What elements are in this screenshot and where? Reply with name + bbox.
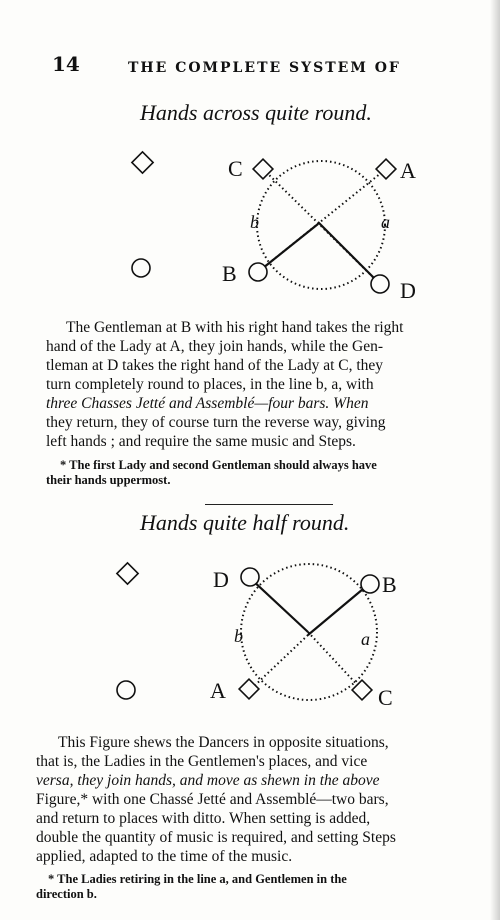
label-line-b: b (234, 626, 243, 646)
paragraph-2 (36, 733, 472, 866)
line-c-d-solid (318, 222, 379, 283)
label-line-b: b (250, 212, 259, 232)
label-line-a: a (361, 629, 370, 649)
paragraph-1-line: left hands ; and require the same music and Steps. (46, 433, 356, 450)
section-divider (205, 504, 333, 505)
label-line-a: a (381, 212, 390, 232)
footnote-2 (36, 872, 472, 902)
figure1-title: Hands across quite round. (140, 100, 372, 125)
label-a: A (400, 158, 416, 183)
dancer-c-diamond (352, 680, 372, 700)
line-b-a-solid (308, 584, 369, 635)
figure2-title: Hands quite half round. (140, 510, 350, 535)
figure2-diagram (117, 563, 397, 710)
dancer-d-circle (241, 568, 259, 586)
paragraph-1-line: The Gentleman at B with his right hand takes the right (66, 319, 404, 336)
paragraph-1-line: three Chasses Jetté and Assemblé—four bars. When (46, 395, 369, 412)
paragraph-1-line: hand of the Lady at A, they join hands, while the Gen- (46, 338, 384, 355)
footnote-1 (46, 458, 478, 488)
paragraph-2-line: Figure,* with one Chassé Jetté and Assemblé—two bars, (36, 791, 389, 808)
label-b: B (382, 572, 397, 597)
line-d-c-dotted (308, 632, 362, 690)
paragraph-2-line: and return to places with ditto. When setting is added, (36, 810, 371, 827)
line-b-a-dotted (250, 635, 308, 690)
dancer-a-diamond (239, 679, 259, 699)
paragraph-2-line: versa, they join hands, and move as shewn in the above (36, 772, 380, 789)
paragraph-1-line: turn completely round to places, in the line b, a, with (46, 376, 374, 393)
line-d-c-solid (250, 578, 308, 632)
label-b: B (222, 261, 237, 286)
dancer-a-diamond (376, 159, 396, 179)
footnote-1-line: * The first Lady and second Gentleman should always have (60, 458, 377, 472)
paragraph-2-line: This Figure shews the Dancers in opposite situations, (58, 734, 389, 751)
running-head: THE COMPLETE SYSTEM OF (128, 60, 401, 76)
dancer-d-circle (371, 275, 389, 293)
label-c: C (228, 156, 243, 181)
line-b-a-solid (258, 224, 318, 272)
paragraph-2-line: that is, the Ladies in the Gentlemen's places, and vice (36, 753, 368, 770)
page-edge-shadow (490, 0, 500, 920)
footnote-2-line: * The Ladies retiring in the line a, and Gentlemen in the (48, 872, 347, 886)
footnote-2-line: direction b. (36, 887, 97, 901)
footnote-1-line: their hands uppermost. (46, 473, 171, 487)
figure1-diagram (132, 152, 416, 303)
paragraph-1-line: they return, they of course turn the reverse way, giving (46, 414, 386, 431)
label-d: D (400, 278, 416, 303)
paragraph-1-line: tleman at D takes the right hand of the Lady at C, they (46, 357, 384, 374)
gentleman-circle-marker (117, 681, 135, 699)
dancer-b-circle (249, 263, 267, 281)
gentleman-circle-marker (132, 259, 150, 277)
paragraph-2-line: applied, adapted to the time of the music. (36, 848, 293, 865)
label-d: D (213, 567, 229, 592)
label-a: A (210, 678, 226, 703)
dancer-b-circle (361, 575, 379, 593)
page-number: 14 (52, 52, 80, 76)
paragraph-1 (46, 318, 478, 451)
label-c: C (378, 685, 393, 710)
lady-diamond-marker (117, 563, 138, 584)
paragraph-2-line: double the quantity of music is required, and setting Steps (36, 829, 396, 846)
lady-diamond-marker (132, 152, 153, 173)
